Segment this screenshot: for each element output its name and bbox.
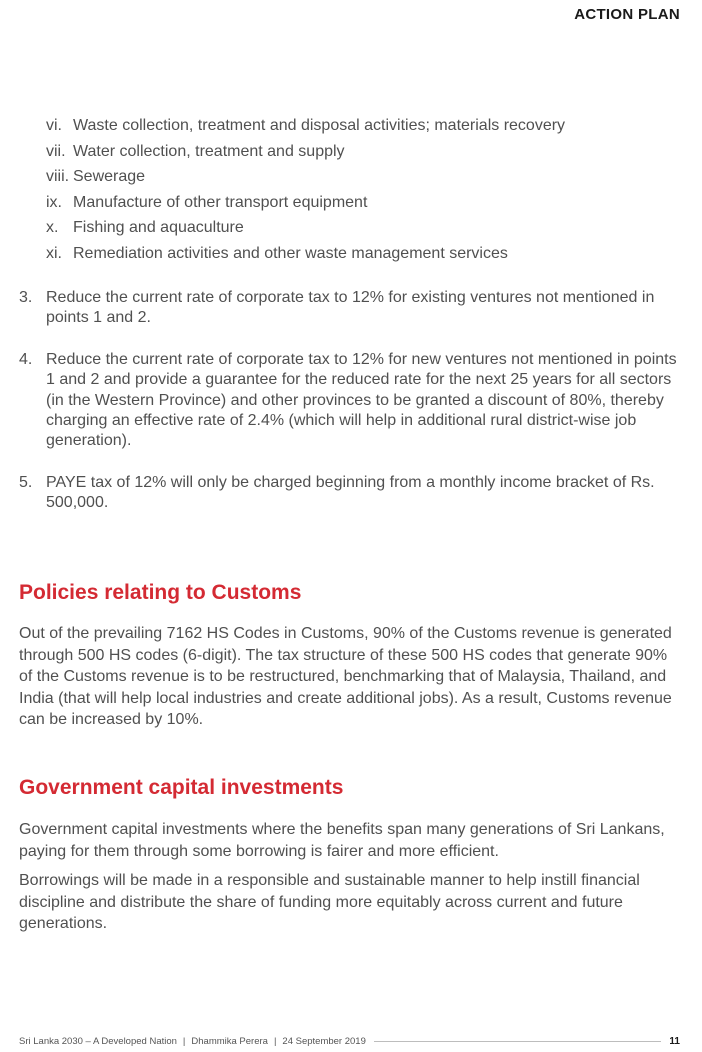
list-item	[46, 241, 686, 267]
footer-title: Sri Lanka 2030 – A Developed Nation	[19, 1035, 177, 1047]
list-item	[46, 139, 686, 165]
list-item-number: 5.	[19, 473, 33, 491]
list-item	[46, 190, 686, 216]
list-item-text: Remediation activities and other waste management services	[73, 244, 508, 262]
list-item	[46, 215, 686, 241]
list-item-number: viii.	[46, 168, 70, 186]
list-item-number: vi.	[46, 117, 62, 134]
list-item-text: Manufacture of other transport equipment	[73, 193, 368, 211]
page-footer	[19, 1034, 680, 1048]
footer-divider: |	[182, 1035, 186, 1047]
header-title: ACTION PLAN	[574, 6, 680, 23]
government-paragraph-1: Government capital investments where the benefits span many generations of Sri Lankans, paying for them through some borrowing is fairer and more efficient.	[19, 821, 665, 860]
list-item-number: ix.	[46, 193, 62, 211]
list-item-number: 4.	[19, 350, 33, 368]
customs-heading: Policies relating to Customs	[19, 581, 302, 604]
government-paragraph-2: Borrowings will be made in a responsible and sustainable manner to help instill financial discipline and distribute the share of funding more equitably across current and future generations.	[19, 872, 640, 933]
list-item-text: Waste collection, treatment and disposal activities; materials recovery	[73, 117, 566, 134]
footer-rule	[374, 1041, 662, 1042]
list-item-text: Water collection, treatment and supply	[73, 142, 345, 160]
list-item	[19, 288, 683, 329]
list-item-number: 3.	[19, 289, 33, 306]
footer-author: Dhammika Perera	[191, 1035, 268, 1047]
list-item-number: xi.	[46, 244, 62, 262]
list-item-text: Reduce the current rate of corporate tax to 12% for new ventures not mentioned in points 1 and 2 and provide a guarantee for the reduced rate for the next 25 years for all sectors (in the Western Province) and other provinces to be granted a discount of 80%, thereby charging an effective rate of 2.4% (which will help in additional rural district-wise job generation).	[46, 350, 677, 450]
list-item-text: Reduce the current rate of corporate tax to 12% for existing ventures not mentioned in points 1 and 2.	[46, 289, 655, 327]
list-item	[46, 164, 686, 190]
government-heading: Government capital investments	[19, 776, 344, 799]
list-item-text: PAYE tax of 12% will only be charged beginning from a monthly income bracket of Rs. 500,000.	[46, 473, 655, 512]
list-item-text: Fishing and aquaculture	[73, 219, 244, 237]
list-item	[46, 113, 686, 139]
footer-date: 24 September 2019	[282, 1035, 366, 1047]
list-item-number: x.	[46, 219, 59, 237]
footer-divider: |	[273, 1035, 277, 1047]
list-item	[19, 350, 683, 452]
list-item-text: Sewerage	[73, 168, 146, 186]
list-item	[19, 473, 683, 514]
sub-item-list	[46, 113, 686, 267]
customs-paragraph: Out of the prevailing 7162 HS Codes in Customs, 90% of the Customs revenue is generated through 500 HS codes (6-digit). The tax structure of these 500 HS codes that generate 90% of the Customs revenue is to be restructured, benchmarking that of Malaysia, Thailand, and India (that will help local industries and create additional jobs). As a result, Customs revenue can be increased by 10%.	[19, 625, 672, 729]
page-number: 11	[669, 1035, 680, 1047]
list-item-number: vii.	[46, 142, 66, 160]
numbered-list	[19, 288, 683, 535]
